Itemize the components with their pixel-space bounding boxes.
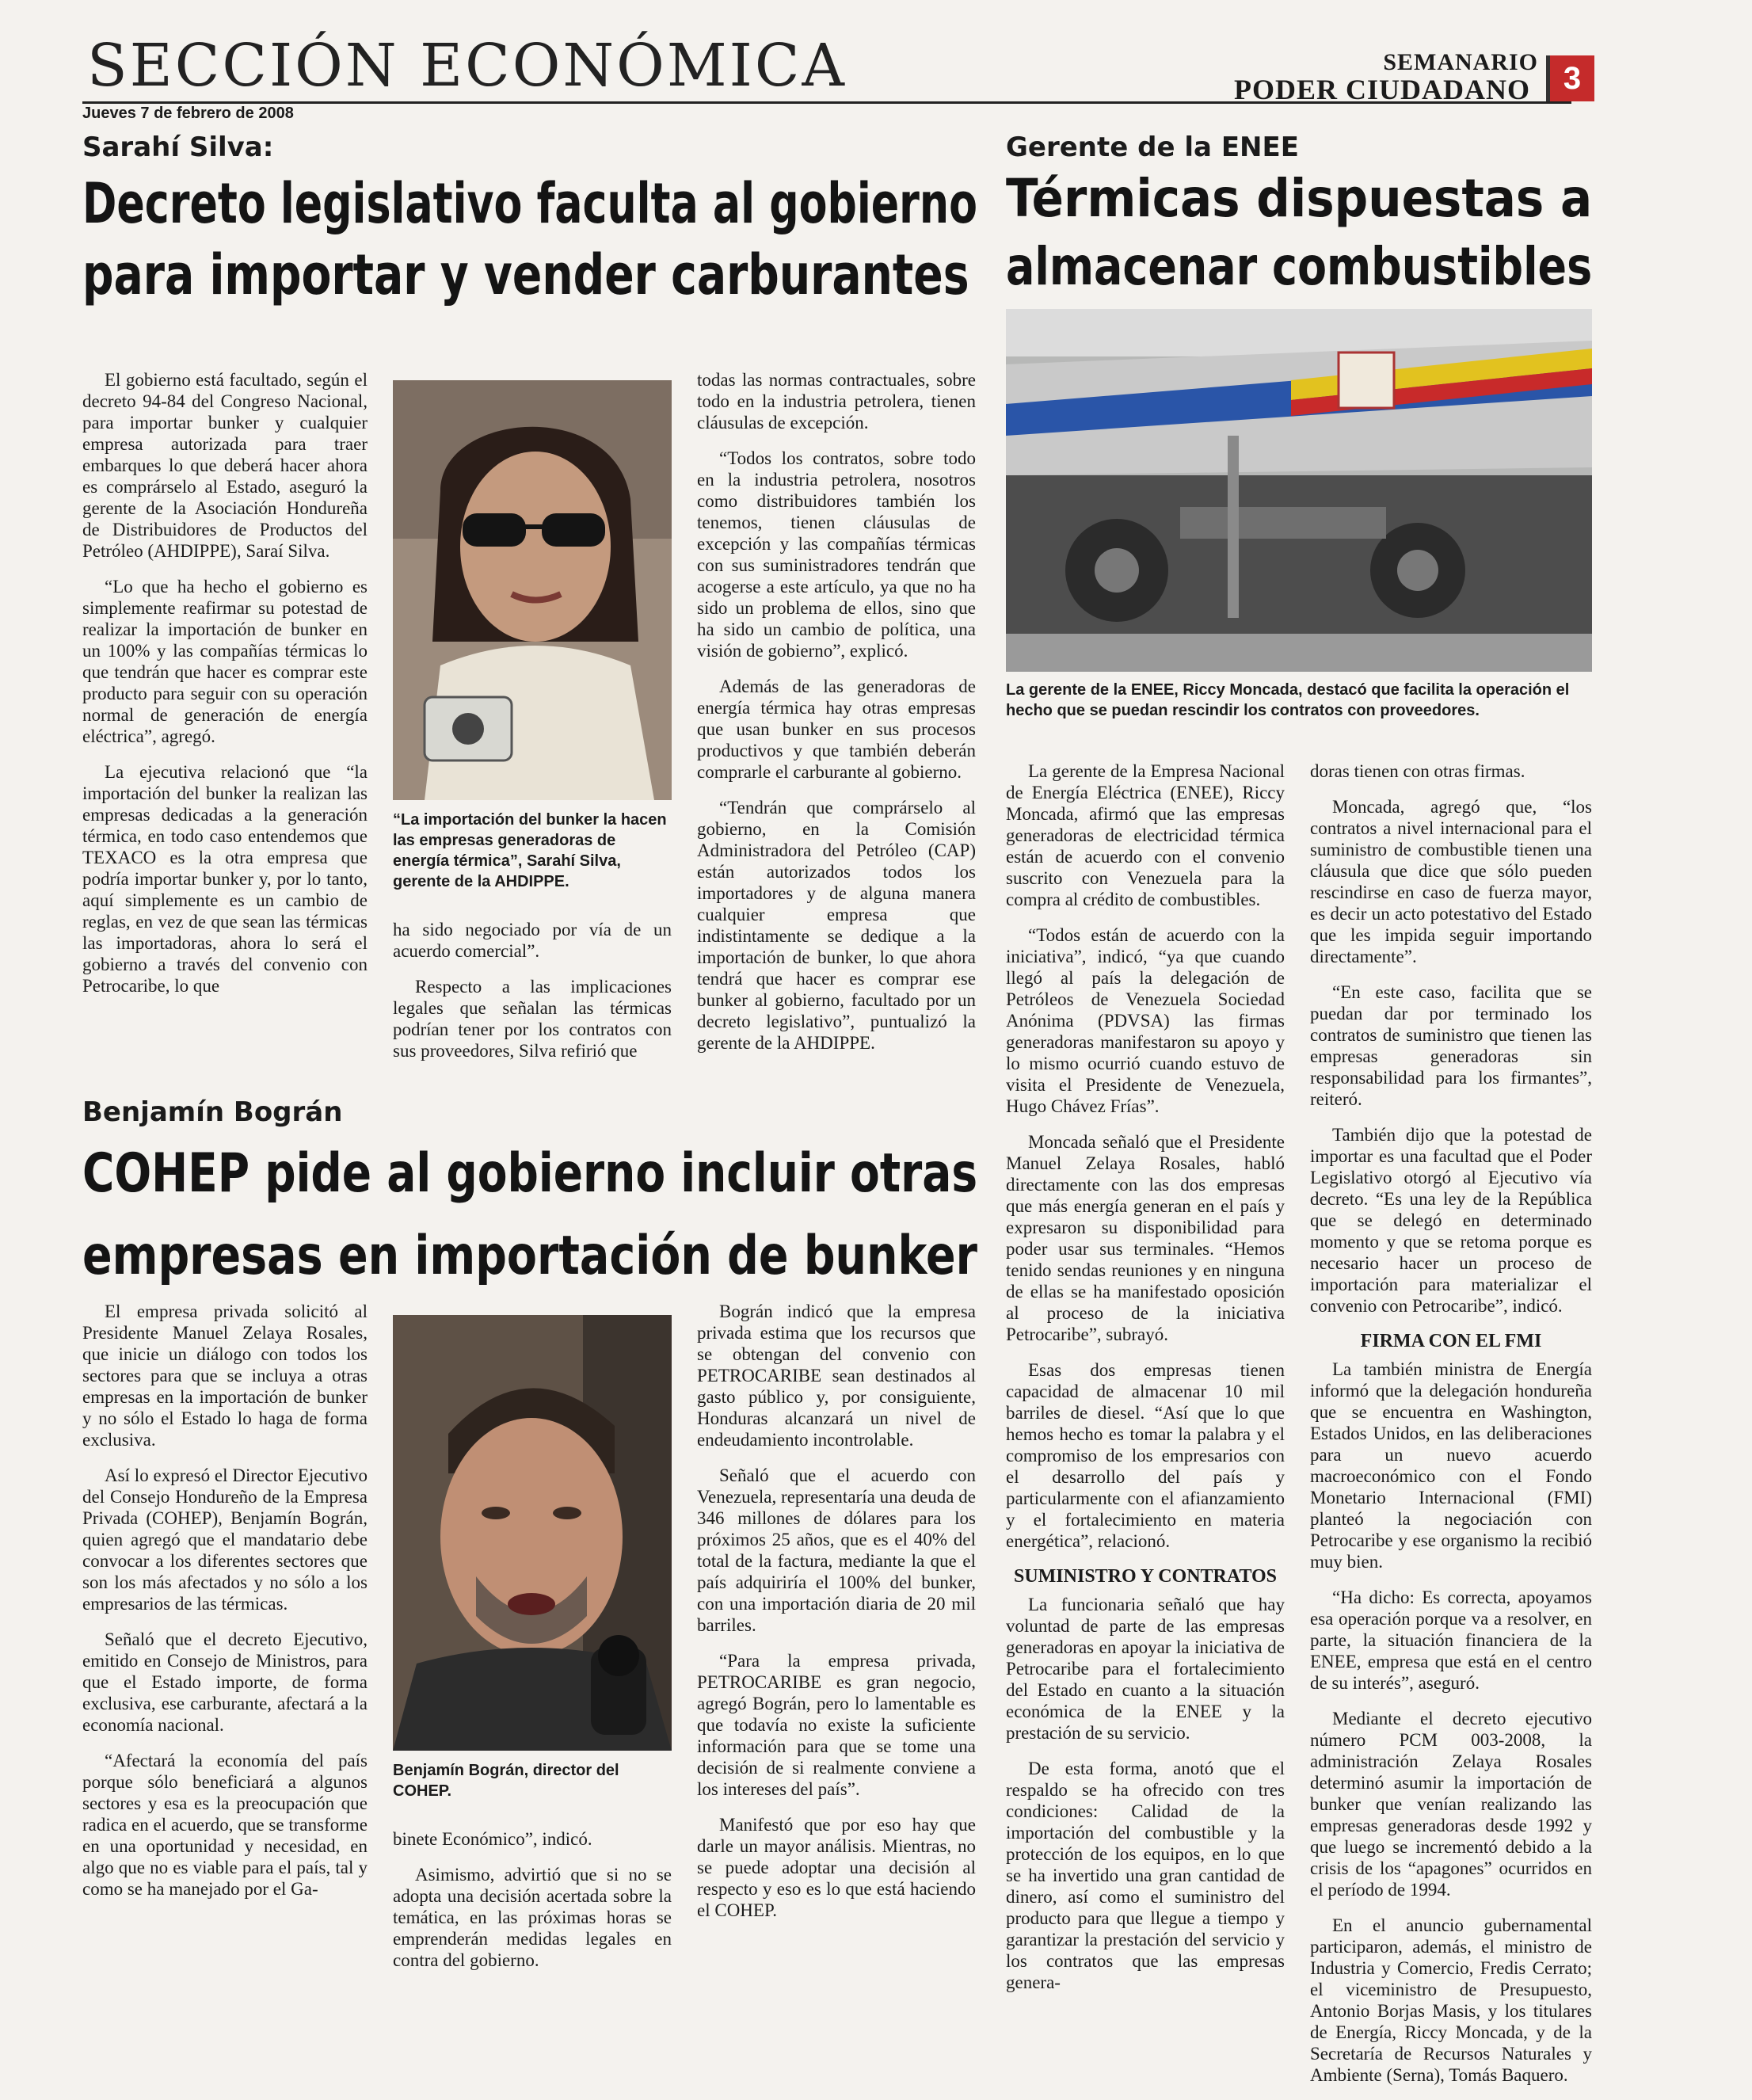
article1-kicker: Sarahí Silva: [82,131,274,163]
paragraph: “Todos los contratos, sobre todo en la industria petrolera, nosotros como distribuidores también los tenemos, tienen cláusulas de excepción y las compañías térmicas con sus suministradores tendrán que acogerse a este artículo, ya que no ha sido un problema de ellos, sino que ha sido un cambio de política, una visión de gobierno”, explicó. [697,448,976,661]
paragraph: La funcionaria señaló que hay voluntad de parte de las empresas generadoras en apoyar la iniciativa de Petrocaribe para el fortalecimiento del Estado en cuanto a la situación económica de la ENEE y la prestación de su servicio. [1006,1595,1285,1743]
article1-column-1 [82,369,368,1011]
subhead-fmi: FIRMA CON EL FMI [1360,1331,1542,1351]
article3-column-1 [82,1301,368,1914]
article1-column-2 [393,919,672,1076]
article2-column-2 [1310,760,1592,2100]
paragraph: En el anuncio gubernamental participaron, además, el ministro de Industria y Comercio, Fredis Cerrato; el viceministro de Presupuesto, Antonio Borjas Masis, y los titulares de Energía, Riccy Moncada, y de la Secretaría de Recursos Naturales y Ambiente (Serna), Tomás Baquero. [1310,1915,1592,2085]
paragraph: Esas dos empresas tienen capacidad de almacenar 10 mil barriles de diesel. “Así que lo que hemos hecho es tomar la palabra y el compromiso de los empresarios con el desarrollo del país y particularmente con el afianzamiento y el fortalecimiento en materia energética”, relacionó. [1006,1360,1285,1551]
article2-photo-caption: La gerente de la ENEE, Riccy Moncada, destacó que facilita la operación el hecho que se puedan rescindir los contratos con proveedores. [1006,681,1570,719]
article1-headline-line1: Decreto legislativo faculta al gobierno [82,171,977,236]
paragraph: La también ministra de Energía informó que la delegación hondureña que se encuentra en Washington, Estados Unidos, en las deliberaciones para un nuevo acuerdo macroeconómico con el Fondo Monetario Internacional (FMI) planteó la negociación con Petrocaribe y ese organismo la recibió muy bien. [1310,1359,1592,1572]
paragraph: Así lo expresó el Director Ejecutivo del Consejo Hondureño de la Empresa Privada (COHEP), Benjamín Bográn, quien agregó que el mandatario debe convocar a los diferentes sectores que son los más afectados y no sólo a los empresarios de las térmicas. [82,1465,368,1614]
paragraph: La gerente de la Empresa Nacional de Energía Eléctrica (ENEE), Riccy Moncada, afirmó que las empresas generadoras de electricidad térmica están de acuerdo con el convenio suscrito con Venezuela para la compra al crédito de combustibles. [1006,761,1285,909]
paragraph: También dijo que la potestad de importar es una facultad que el Poder Legislativo otorgó al Ejecutivo vía decreto. “Es una ley de la República que se delegó en determinado momento y que se retoma porque es necesario hacer un proceso de importación para materializar el convenio con Petrocaribe”, indicó. [1310,1125,1592,1316]
paragraph: “En este caso, facilita que se puedan dar por terminado los contratos de suministro que tienen las empresas generadoras sin responsabilidad para los firmantes”, reiteró. [1310,982,1592,1109]
paragraph: Bográn indicó que la empresa privada estima que los recursos que se obtengan del convenio con PETROCARIBE sean destinados al gasto público y, por consiguiente, Honduras alcanzará un nivel de endeudamiento incontrolable. [697,1302,976,1450]
article1-photo-caption: “La importación del bunker la hacen las empresas generadoras de energía térmica”, Sarahí Silva, gerente de la AHDIPPE. [393,811,667,890]
paragraph: “Lo que ha hecho el gobierno es simplemente reafirmar su potestad de realizar la importación de bunker en un 100% y las compañías térmicas lo que tendrán que hacer es comprar este producto para seguir con su operación normal de generación de energía eléctrica”, agregó. [82,577,368,746]
paragraph: Manifestó que por eso hay que darle un mayor análisis. Mientras, no se puede adoptar una decisión al respecto y eso es lo que está haciendo el COHEP. [697,1815,976,1920]
paragraph: todas las normas contractuales, sobre todo en la industria petrolera, tienen cláusulas de excepción. [697,370,976,433]
article3-column-2 [393,1828,672,1985]
paragraph: Moncada señaló que el Presidente Manuel Zelaya Rosales, habló directamente con las dos empresas que más energía generan en el país y expresaron su disponibilidad para poder usar sus terminales. “Hemos tenido sendas reuniones y en ninguna de ellas se ha manifestado oposición al proceso de la iniciativa Petrocaribe”, subrayó. [1006,1132,1285,1344]
page-number: 3 [1546,55,1594,101]
article2-column-1 [1006,760,1285,2007]
weekly-label: SEMANARIO [1383,49,1538,75]
article2-headline-line2: almacenar combustibles [1006,236,1593,297]
paragraph: “Ha dicho: Es correcta, apoyamos esa operación porque va a resolver, en parte, la situación financiera de la ENEE, empresa que está en el centro de su interés”, aseguró. [1310,1587,1592,1693]
paragraph: Asimismo, advirtió que si no se adopta una decisión acertada sobre la temática, en las próximas horas se emprenderán medidas legales en contra del gobierno. [393,1865,672,1970]
photo-benjamin-bogran [393,1315,672,1751]
paragraph: La ejecutiva relacionó que “la importación del bunker la realizan las empresas dedicadas a la generación térmica, en todo caso entendemos que TEXACO es la otra empresa que podría importar bunker y, por lo tanto, aquí simplemente es un cambio de reglas, en vez de que sean las térmicas las importadoras, ahora lo será el gobierno a través del convenio con Petrocaribe, lo que [82,762,368,996]
photo-fuel-tanker [1006,309,1592,672]
paragraph: Señaló que el acuerdo con Venezuela, representaría una deuda de 346 millones de dólares para los próximos 25 años, que es el 40% del total de la factura, mediante la que el país adquiriría el 100% del bunker, con una importación diaria de 20 mil barriles. [697,1465,976,1635]
paragraph: Respecto a las implicaciones legales que señalan las térmicas podrían tener por los contratos con sus proveedores, Silva refirió que [393,977,672,1061]
article2-headline-line1: Térmicas dispuestas a [1006,168,1593,229]
article1-headline-line2: para importar y vender carburantes [82,242,969,307]
paragraph: ha sido negociado por vía de un acuerdo comercial”. [393,920,672,961]
paragraph: “Todos están de acuerdo con la iniciativa”, indicó, “ya que cuando llegó al país la delegación de Petróleos de Venezuela Sociedad Anónima (PDVSA) las firmas generadoras manifestaron su apoyo y lo mismo ocurrió cuando estuvo de visita el Presidente de Venezuela, Hugo Chávez Frías”. [1006,925,1285,1116]
issue-date: Jueves 7 de febrero de 2008 [82,105,294,122]
paragraph: De esta forma, anotó que el respaldo se ha ofrecido con tres condiciones: Calidad de la importación del combustible y la protección de los equipos, en lo que se ha invertido una gran cantidad de dinero, así como el suministro del producto para que llegue a tiempo y garantizar la prestación del servicio y los contratos que las empresas genera- [1006,1759,1285,1992]
paragraph: Mediante el decreto ejecutivo número PCM 003-2008, la administración Zelaya Rosales determinó asumir la importación de bunker que venían realizando las empresas generadoras desde 1992 y que luego se incrementó debido a la crisis de los “apagones” ocurridos en el período de 1994. [1310,1709,1592,1900]
paragraph: El gobierno está facultado, según el decreto 94-84 del Congreso Nacional, para importar bunker y cualquier empresa autorizada para traer embarques lo que deberá hacer ahora es comprárselo al Estado, aseguró la gerente de la Asociación Hondureña de Distribuidores de Productos del Petróleo (AHDIPPE), Saraí Silva. [82,370,368,561]
paragraph: binete Económico”, indicó. [393,1829,592,1849]
photo-sarahi-silva [393,380,672,800]
article3-kicker: Benjamín Bográn [82,1096,343,1128]
subhead-suministro: SUMINISTRO Y CONTRATOS [1013,1566,1278,1587]
paragraph: El empresa privada solicitó al Presidente Manuel Zelaya Rosales, que inicie un diálogo con todos los sectores para que se incluya a otras empresas en la importación de bunker y no sólo el Estado lo haga de forma exclusiva. [82,1302,368,1450]
newspaper-name: PODER CIUDADANO [1234,74,1530,105]
article3-headline-line2: empresas en importación de bunker [82,1225,977,1287]
paragraph: Además de las generadoras de energía térmica hay otras empresas que usan bunker en sus procesos productivos y que también deberán comprarle el carburante al gobierno. [697,676,976,782]
paragraph: “Para la empresa privada, PETROCARIBE es gran negocio, agregó Bográn, pero lo lamentable es que todavía no existe la suficiente información para que se tome una decisión de si realmente conviene a los intereses del país”. [697,1651,976,1799]
article2-kicker: Gerente de la ENEE [1006,131,1299,163]
article3-headline-line1: COHEP pide al gobierno incluir otras [82,1142,978,1205]
article1-column-3 [697,369,976,1068]
paragraph: doras tienen con otras firmas. [1310,761,1525,781]
article3-photo-caption: Benjamín Bográn, director del COHEP. [393,1762,619,1800]
paragraph: Señaló que el decreto Ejecutivo, emitido en Consejo de Ministros, para que el Estado importe, de forma exclusiva, ese carburante, afectará a la economía nacional. [82,1629,368,1735]
article3-column-3 [697,1301,976,1935]
paragraph: “Afectará la economía del país porque sólo beneficiará a algunos sectores y esa es la preocupación que radica en el acuerdo, que se transforme en una oportunidad y necesidad, en algo que no es viable para el país, tal y como se ha manejado por el Ga- [82,1751,368,1899]
section-title: SECCIÓN ECONÓMICA [87,32,847,100]
paragraph: “Tendrán que comprárselo al gobierno, en la Comisión Administradora del Petróleo (CAP) están autorizados todos los importadores y de alguna manera cualquier empresa que indistintamente se dedique a la importación de bunker, lo que ahora tendrá que hacer es comprar ese bunker al gobierno, facultado por un decreto legislativo”, puntualizó la gerente de la AHDIPPE. [697,798,976,1053]
paragraph: Moncada, agregó que, “los contratos a nivel internacional para el suministro de combustible tienen una cláusula que dice que sólo pueden rescindirse en caso de fuerza mayor, es decir un acto potestativo del Estado que les impida seguir importando directamente”. [1310,797,1592,966]
